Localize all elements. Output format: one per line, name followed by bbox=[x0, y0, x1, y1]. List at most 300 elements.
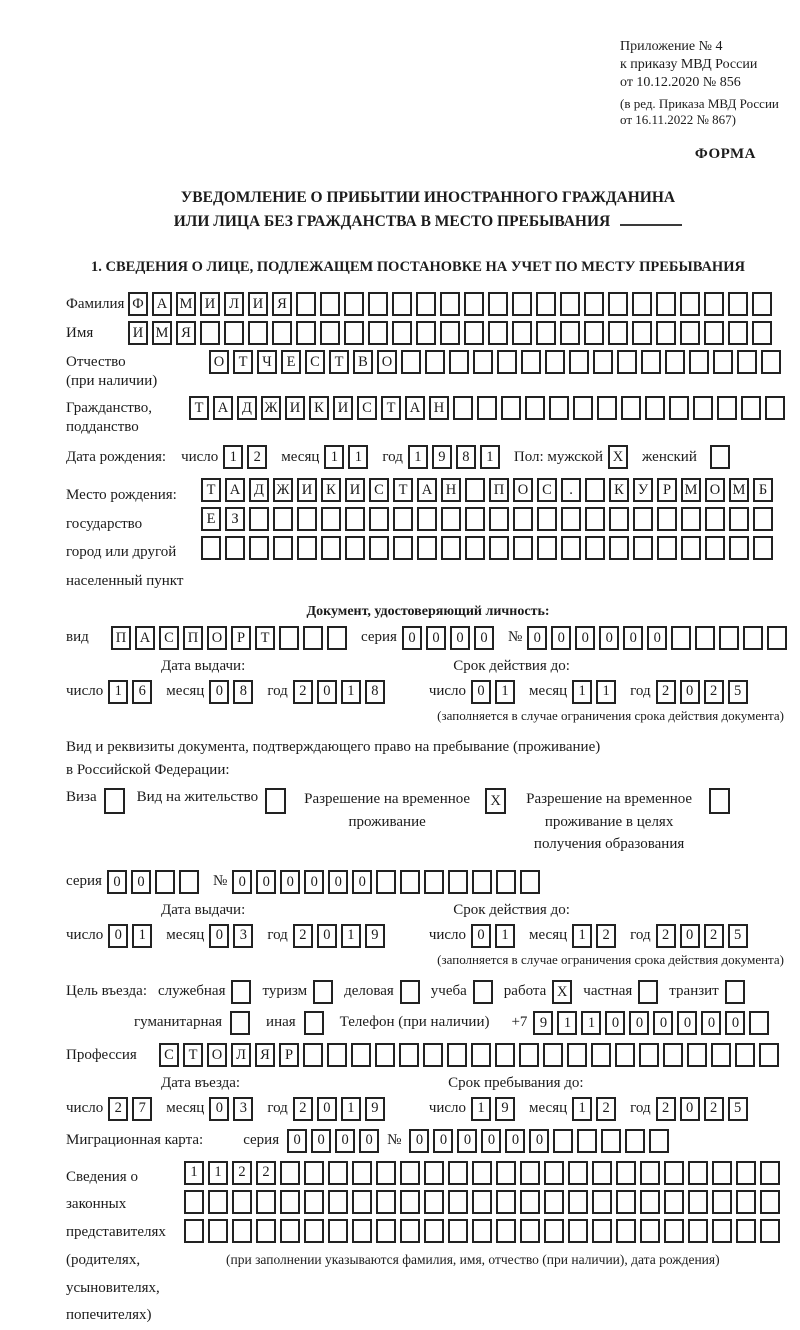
char-cell[interactable]: 0 bbox=[575, 626, 595, 650]
char-cell[interactable]: 6 bbox=[132, 680, 152, 704]
char-cell[interactable]: 8 bbox=[456, 445, 476, 469]
char-cell[interactable] bbox=[296, 292, 316, 316]
char-cell[interactable]: Т bbox=[329, 350, 349, 374]
char-cell[interactable]: 1 bbox=[223, 445, 243, 469]
char-cell[interactable] bbox=[513, 507, 533, 531]
char-cell[interactable]: 0 bbox=[335, 1129, 355, 1153]
char-cell[interactable] bbox=[249, 507, 269, 531]
sex-male-checkbox[interactable]: X bbox=[608, 445, 628, 469]
char-cell[interactable] bbox=[280, 1219, 300, 1243]
purpose-study-checkbox[interactable] bbox=[473, 980, 493, 1004]
char-cell[interactable] bbox=[369, 507, 389, 531]
char-cell[interactable] bbox=[448, 1219, 468, 1243]
char-cell[interactable] bbox=[224, 321, 244, 345]
char-cell[interactable] bbox=[680, 292, 700, 316]
char-cell[interactable]: М bbox=[152, 321, 172, 345]
char-cell[interactable]: Н bbox=[429, 396, 449, 420]
char-cell[interactable]: 5 bbox=[728, 924, 748, 948]
char-cell[interactable]: Ч bbox=[257, 350, 277, 374]
char-cell[interactable] bbox=[736, 1219, 756, 1243]
char-cell[interactable]: 8 bbox=[233, 680, 253, 704]
char-cell[interactable] bbox=[208, 1190, 228, 1214]
char-cell[interactable] bbox=[561, 507, 581, 531]
purpose-tourism-checkbox[interactable] bbox=[313, 980, 333, 1004]
char-cell[interactable]: 0 bbox=[551, 626, 571, 650]
char-cell[interactable]: А bbox=[405, 396, 425, 420]
char-cell[interactable] bbox=[544, 1190, 564, 1214]
char-cell[interactable]: К bbox=[609, 478, 629, 502]
char-cell[interactable] bbox=[256, 1190, 276, 1214]
char-cell[interactable] bbox=[472, 870, 492, 894]
char-cell[interactable]: 0 bbox=[481, 1129, 501, 1153]
char-cell[interactable]: 0 bbox=[256, 870, 276, 894]
char-cell[interactable]: О bbox=[207, 626, 227, 650]
char-cell[interactable] bbox=[440, 321, 460, 345]
char-cell[interactable]: Д bbox=[237, 396, 257, 420]
char-cell[interactable] bbox=[608, 292, 628, 316]
char-cell[interactable]: 1 bbox=[208, 1161, 228, 1185]
char-cell[interactable]: 9 bbox=[533, 1011, 553, 1035]
char-cell[interactable] bbox=[489, 507, 509, 531]
char-cell[interactable] bbox=[593, 350, 613, 374]
char-cell[interactable]: 0 bbox=[471, 680, 491, 704]
char-cell[interactable]: 0 bbox=[725, 1011, 745, 1035]
char-cell[interactable]: Ф bbox=[128, 292, 148, 316]
char-cell[interactable]: 0 bbox=[209, 924, 229, 948]
char-cell[interactable]: 0 bbox=[433, 1129, 453, 1153]
char-cell[interactable]: 0 bbox=[529, 1129, 549, 1153]
char-cell[interactable]: 0 bbox=[108, 924, 128, 948]
char-cell[interactable] bbox=[609, 536, 629, 560]
char-cell[interactable]: 0 bbox=[402, 626, 422, 650]
purpose-humanitarian-checkbox[interactable] bbox=[230, 1011, 250, 1035]
char-cell[interactable]: 0 bbox=[680, 1097, 700, 1121]
char-cell[interactable] bbox=[553, 1129, 573, 1153]
char-cell[interactable] bbox=[392, 321, 412, 345]
char-cell[interactable] bbox=[597, 396, 617, 420]
char-cell[interactable]: 5 bbox=[728, 1097, 748, 1121]
char-cell[interactable]: 2 bbox=[596, 924, 616, 948]
char-cell[interactable] bbox=[273, 536, 293, 560]
char-cell[interactable]: А bbox=[152, 292, 172, 316]
char-cell[interactable] bbox=[273, 507, 293, 531]
char-cell[interactable] bbox=[592, 1161, 612, 1185]
char-cell[interactable] bbox=[641, 350, 661, 374]
char-cell[interactable] bbox=[621, 396, 641, 420]
char-cell[interactable] bbox=[520, 870, 540, 894]
char-cell[interactable] bbox=[477, 396, 497, 420]
char-cell[interactable] bbox=[695, 626, 715, 650]
char-cell[interactable] bbox=[657, 507, 677, 531]
char-cell[interactable] bbox=[344, 321, 364, 345]
char-cell[interactable]: 1 bbox=[108, 680, 128, 704]
char-cell[interactable] bbox=[417, 536, 437, 560]
char-cell[interactable] bbox=[424, 1219, 444, 1243]
char-cell[interactable]: 1 bbox=[495, 680, 515, 704]
char-cell[interactable] bbox=[688, 1161, 708, 1185]
char-cell[interactable]: 2 bbox=[596, 1097, 616, 1121]
char-cell[interactable] bbox=[279, 626, 299, 650]
char-cell[interactable]: 3 bbox=[233, 924, 253, 948]
char-cell[interactable] bbox=[717, 396, 737, 420]
char-cell[interactable] bbox=[473, 350, 493, 374]
char-cell[interactable]: 1 bbox=[132, 924, 152, 948]
char-cell[interactable]: 0 bbox=[426, 626, 446, 650]
char-cell[interactable] bbox=[303, 626, 323, 650]
char-cell[interactable]: 2 bbox=[247, 445, 267, 469]
char-cell[interactable]: 0 bbox=[605, 1011, 625, 1035]
char-cell[interactable] bbox=[640, 1190, 660, 1214]
char-cell[interactable] bbox=[400, 1190, 420, 1214]
char-cell[interactable]: 9 bbox=[432, 445, 452, 469]
char-cell[interactable] bbox=[400, 870, 420, 894]
char-cell[interactable]: 9 bbox=[495, 1097, 515, 1121]
char-cell[interactable]: 0 bbox=[471, 924, 491, 948]
char-cell[interactable] bbox=[545, 350, 565, 374]
char-cell[interactable] bbox=[633, 536, 653, 560]
char-cell[interactable] bbox=[704, 292, 724, 316]
char-cell[interactable] bbox=[640, 1161, 660, 1185]
char-cell[interactable] bbox=[645, 396, 665, 420]
char-cell[interactable]: Е bbox=[281, 350, 301, 374]
char-cell[interactable]: 1 bbox=[596, 680, 616, 704]
char-cell[interactable] bbox=[569, 350, 589, 374]
char-cell[interactable]: Н bbox=[441, 478, 461, 502]
char-cell[interactable]: О bbox=[377, 350, 397, 374]
char-cell[interactable] bbox=[441, 536, 461, 560]
char-cell[interactable] bbox=[232, 1219, 252, 1243]
char-cell[interactable]: И bbox=[297, 478, 317, 502]
char-cell[interactable] bbox=[705, 507, 725, 531]
char-cell[interactable] bbox=[687, 1043, 707, 1067]
char-cell[interactable]: 0 bbox=[474, 626, 494, 650]
char-cell[interactable] bbox=[352, 1161, 372, 1185]
char-cell[interactable] bbox=[321, 507, 341, 531]
char-cell[interactable] bbox=[424, 1161, 444, 1185]
char-cell[interactable] bbox=[352, 1219, 372, 1243]
char-cell[interactable] bbox=[729, 536, 749, 560]
char-cell[interactable] bbox=[393, 536, 413, 560]
char-cell[interactable]: С bbox=[369, 478, 389, 502]
char-cell[interactable] bbox=[656, 292, 676, 316]
char-cell[interactable]: И bbox=[285, 396, 305, 420]
char-cell[interactable] bbox=[512, 292, 532, 316]
char-cell[interactable] bbox=[657, 536, 677, 560]
char-cell[interactable]: Р bbox=[231, 626, 251, 650]
char-cell[interactable] bbox=[616, 1190, 636, 1214]
char-cell[interactable] bbox=[345, 536, 365, 560]
char-cell[interactable]: 0 bbox=[677, 1011, 697, 1035]
char-cell[interactable]: О bbox=[207, 1043, 227, 1067]
char-cell[interactable]: 1 bbox=[557, 1011, 577, 1035]
char-cell[interactable]: 8 bbox=[365, 680, 385, 704]
char-cell[interactable] bbox=[632, 321, 652, 345]
char-cell[interactable] bbox=[423, 1043, 443, 1067]
char-cell[interactable]: 2 bbox=[256, 1161, 276, 1185]
char-cell[interactable] bbox=[376, 1190, 396, 1214]
char-cell[interactable]: С bbox=[357, 396, 377, 420]
char-cell[interactable] bbox=[712, 1219, 732, 1243]
char-cell[interactable] bbox=[328, 1161, 348, 1185]
char-cell[interactable]: 0 bbox=[209, 1097, 229, 1121]
char-cell[interactable]: 0 bbox=[131, 870, 151, 894]
char-cell[interactable] bbox=[560, 321, 580, 345]
char-cell[interactable] bbox=[328, 1219, 348, 1243]
char-cell[interactable] bbox=[663, 1043, 683, 1067]
char-cell[interactable]: А bbox=[225, 478, 245, 502]
char-cell[interactable] bbox=[760, 1190, 780, 1214]
char-cell[interactable] bbox=[320, 321, 340, 345]
char-cell[interactable] bbox=[449, 350, 469, 374]
char-cell[interactable]: С bbox=[537, 478, 557, 502]
char-cell[interactable]: Ж bbox=[261, 396, 281, 420]
char-cell[interactable] bbox=[465, 536, 485, 560]
char-cell[interactable] bbox=[688, 1219, 708, 1243]
char-cell[interactable] bbox=[537, 536, 557, 560]
char-cell[interactable] bbox=[512, 321, 532, 345]
char-cell[interactable] bbox=[471, 1043, 491, 1067]
char-cell[interactable]: З bbox=[225, 507, 245, 531]
char-cell[interactable] bbox=[519, 1043, 539, 1067]
char-cell[interactable] bbox=[448, 870, 468, 894]
char-cell[interactable] bbox=[416, 292, 436, 316]
char-cell[interactable]: 2 bbox=[656, 680, 676, 704]
char-cell[interactable] bbox=[496, 1219, 516, 1243]
char-cell[interactable]: Я bbox=[272, 292, 292, 316]
char-cell[interactable] bbox=[488, 292, 508, 316]
char-cell[interactable] bbox=[705, 536, 725, 560]
char-cell[interactable] bbox=[472, 1219, 492, 1243]
char-cell[interactable]: 0 bbox=[311, 1129, 331, 1153]
char-cell[interactable]: 1 bbox=[341, 1097, 361, 1121]
char-cell[interactable] bbox=[584, 292, 604, 316]
char-cell[interactable] bbox=[400, 1161, 420, 1185]
char-cell[interactable]: 5 bbox=[728, 680, 748, 704]
char-cell[interactable] bbox=[425, 350, 445, 374]
char-cell[interactable]: 2 bbox=[656, 1097, 676, 1121]
char-cell[interactable]: 1 bbox=[348, 445, 368, 469]
purpose-business-checkbox[interactable] bbox=[400, 980, 420, 1004]
char-cell[interactable] bbox=[393, 507, 413, 531]
char-cell[interactable] bbox=[592, 1219, 612, 1243]
char-cell[interactable] bbox=[577, 1129, 597, 1153]
char-cell[interactable] bbox=[399, 1043, 419, 1067]
char-cell[interactable] bbox=[369, 536, 389, 560]
char-cell[interactable] bbox=[749, 1011, 769, 1035]
char-cell[interactable] bbox=[664, 1161, 684, 1185]
char-cell[interactable]: 2 bbox=[704, 1097, 724, 1121]
char-cell[interactable]: С bbox=[159, 1043, 179, 1067]
char-cell[interactable] bbox=[693, 396, 713, 420]
char-cell[interactable] bbox=[304, 1161, 324, 1185]
char-cell[interactable] bbox=[525, 396, 545, 420]
char-cell[interactable]: П bbox=[111, 626, 131, 650]
visa-checkbox[interactable] bbox=[104, 788, 125, 814]
char-cell[interactable] bbox=[536, 292, 556, 316]
char-cell[interactable] bbox=[760, 1219, 780, 1243]
char-cell[interactable]: 0 bbox=[647, 626, 667, 650]
char-cell[interactable] bbox=[225, 536, 245, 560]
char-cell[interactable] bbox=[601, 1129, 621, 1153]
char-cell[interactable] bbox=[440, 292, 460, 316]
char-cell[interactable]: П bbox=[183, 626, 203, 650]
char-cell[interactable] bbox=[759, 1043, 779, 1067]
char-cell[interactable]: 0 bbox=[505, 1129, 525, 1153]
char-cell[interactable]: И bbox=[200, 292, 220, 316]
char-cell[interactable] bbox=[297, 507, 317, 531]
char-cell[interactable] bbox=[617, 350, 637, 374]
char-cell[interactable] bbox=[321, 536, 341, 560]
char-cell[interactable] bbox=[344, 292, 364, 316]
char-cell[interactable]: С bbox=[159, 626, 179, 650]
char-cell[interactable] bbox=[544, 1219, 564, 1243]
char-cell[interactable]: Т bbox=[201, 478, 221, 502]
char-cell[interactable] bbox=[743, 626, 763, 650]
char-cell[interactable] bbox=[280, 1190, 300, 1214]
char-cell[interactable]: Я bbox=[176, 321, 196, 345]
char-cell[interactable] bbox=[368, 292, 388, 316]
char-cell[interactable]: Д bbox=[249, 478, 269, 502]
char-cell[interactable] bbox=[585, 536, 605, 560]
char-cell[interactable] bbox=[520, 1161, 540, 1185]
char-cell[interactable] bbox=[155, 870, 175, 894]
char-cell[interactable]: О bbox=[209, 350, 229, 374]
char-cell[interactable]: К bbox=[309, 396, 329, 420]
char-cell[interactable] bbox=[304, 1190, 324, 1214]
temp-residence-checkbox[interactable]: X bbox=[485, 788, 506, 814]
char-cell[interactable] bbox=[184, 1190, 204, 1214]
char-cell[interactable]: 0 bbox=[409, 1129, 429, 1153]
char-cell[interactable] bbox=[496, 870, 516, 894]
char-cell[interactable]: Л bbox=[231, 1043, 251, 1067]
char-cell[interactable] bbox=[752, 321, 772, 345]
char-cell[interactable] bbox=[327, 1043, 347, 1067]
char-cell[interactable]: 2 bbox=[293, 924, 313, 948]
char-cell[interactable]: 0 bbox=[304, 870, 324, 894]
char-cell[interactable] bbox=[544, 1161, 564, 1185]
char-cell[interactable] bbox=[567, 1043, 587, 1067]
char-cell[interactable]: К bbox=[321, 478, 341, 502]
purpose-work-checkbox[interactable]: X bbox=[552, 980, 572, 1004]
char-cell[interactable] bbox=[448, 1161, 468, 1185]
char-cell[interactable]: 1 bbox=[495, 924, 515, 948]
char-cell[interactable]: 1 bbox=[572, 1097, 592, 1121]
char-cell[interactable] bbox=[728, 292, 748, 316]
char-cell[interactable] bbox=[704, 321, 724, 345]
purpose-other-checkbox[interactable] bbox=[304, 1011, 324, 1035]
char-cell[interactable] bbox=[520, 1219, 540, 1243]
purpose-official-checkbox[interactable] bbox=[231, 980, 251, 1004]
char-cell[interactable] bbox=[735, 1043, 755, 1067]
char-cell[interactable] bbox=[753, 536, 773, 560]
char-cell[interactable] bbox=[568, 1219, 588, 1243]
char-cell[interactable]: И bbox=[248, 292, 268, 316]
char-cell[interactable] bbox=[488, 321, 508, 345]
char-cell[interactable] bbox=[752, 292, 772, 316]
char-cell[interactable]: В bbox=[353, 350, 373, 374]
char-cell[interactable] bbox=[737, 350, 757, 374]
char-cell[interactable]: 1 bbox=[471, 1097, 491, 1121]
char-cell[interactable] bbox=[671, 626, 691, 650]
char-cell[interactable]: 2 bbox=[108, 1097, 128, 1121]
char-cell[interactable] bbox=[424, 870, 444, 894]
char-cell[interactable]: 2 bbox=[704, 924, 724, 948]
char-cell[interactable] bbox=[712, 1190, 732, 1214]
char-cell[interactable] bbox=[184, 1219, 204, 1243]
char-cell[interactable]: 0 bbox=[527, 626, 547, 650]
char-cell[interactable] bbox=[272, 321, 292, 345]
char-cell[interactable] bbox=[416, 321, 436, 345]
char-cell[interactable] bbox=[753, 507, 773, 531]
char-cell[interactable] bbox=[537, 507, 557, 531]
char-cell[interactable] bbox=[464, 292, 484, 316]
char-cell[interactable]: 0 bbox=[653, 1011, 673, 1035]
char-cell[interactable] bbox=[665, 350, 685, 374]
char-cell[interactable] bbox=[520, 1190, 540, 1214]
char-cell[interactable]: Ж bbox=[273, 478, 293, 502]
char-cell[interactable]: Р bbox=[657, 478, 677, 502]
char-cell[interactable] bbox=[179, 870, 199, 894]
char-cell[interactable]: 1 bbox=[324, 445, 344, 469]
char-cell[interactable]: 0 bbox=[287, 1129, 307, 1153]
char-cell[interactable]: 0 bbox=[280, 870, 300, 894]
char-cell[interactable]: А bbox=[417, 478, 437, 502]
char-cell[interactable]: 2 bbox=[704, 680, 724, 704]
char-cell[interactable] bbox=[521, 350, 541, 374]
char-cell[interactable]: 7 bbox=[132, 1097, 152, 1121]
char-cell[interactable] bbox=[501, 396, 521, 420]
char-cell[interactable]: 1 bbox=[572, 680, 592, 704]
char-cell[interactable]: А bbox=[135, 626, 155, 650]
char-cell[interactable] bbox=[713, 350, 733, 374]
char-cell[interactable] bbox=[472, 1161, 492, 1185]
char-cell[interactable]: 0 bbox=[629, 1011, 649, 1035]
char-cell[interactable]: Т bbox=[189, 396, 209, 420]
char-cell[interactable]: 0 bbox=[623, 626, 643, 650]
char-cell[interactable]: 1 bbox=[581, 1011, 601, 1035]
char-cell[interactable]: 1 bbox=[184, 1161, 204, 1185]
char-cell[interactable]: 0 bbox=[232, 870, 252, 894]
char-cell[interactable]: А bbox=[213, 396, 233, 420]
char-cell[interactable] bbox=[320, 292, 340, 316]
char-cell[interactable] bbox=[760, 1161, 780, 1185]
char-cell[interactable]: С bbox=[305, 350, 325, 374]
char-cell[interactable] bbox=[256, 1219, 276, 1243]
char-cell[interactable] bbox=[376, 870, 396, 894]
char-cell[interactable]: Б bbox=[753, 478, 773, 502]
char-cell[interactable] bbox=[616, 1161, 636, 1185]
char-cell[interactable] bbox=[232, 1190, 252, 1214]
char-cell[interactable] bbox=[376, 1161, 396, 1185]
char-cell[interactable]: М bbox=[681, 478, 701, 502]
char-cell[interactable] bbox=[375, 1043, 395, 1067]
char-cell[interactable]: 1 bbox=[341, 924, 361, 948]
char-cell[interactable] bbox=[712, 1161, 732, 1185]
char-cell[interactable]: 0 bbox=[317, 924, 337, 948]
char-cell[interactable] bbox=[616, 1219, 636, 1243]
char-cell[interactable] bbox=[639, 1043, 659, 1067]
char-cell[interactable] bbox=[345, 507, 365, 531]
char-cell[interactable] bbox=[633, 507, 653, 531]
char-cell[interactable] bbox=[208, 1219, 228, 1243]
char-cell[interactable] bbox=[568, 1161, 588, 1185]
char-cell[interactable]: 9 bbox=[365, 924, 385, 948]
char-cell[interactable]: Е bbox=[201, 507, 221, 531]
char-cell[interactable] bbox=[464, 321, 484, 345]
char-cell[interactable] bbox=[681, 536, 701, 560]
char-cell[interactable] bbox=[741, 396, 761, 420]
char-cell[interactable]: 0 bbox=[680, 924, 700, 948]
